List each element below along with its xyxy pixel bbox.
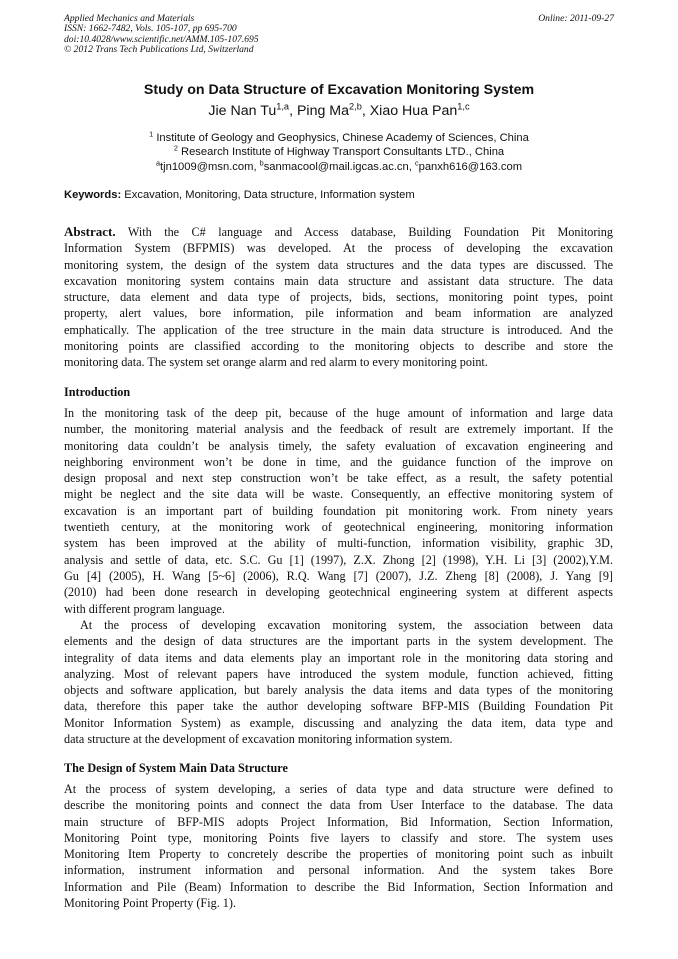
email-address: tjn1009@msn.com,	[160, 161, 260, 173]
text-line: monitoring data. The system set orange alarm and red alarm to every monitoring point.	[64, 355, 488, 370]
issn-line: ISSN: 1662-7482, Vols. 105-107, pp 695-700	[64, 23, 237, 35]
abstract	[64, 224, 613, 371]
doi-line: doi:10.4028/www.scientific.net/AMM.105-107.695	[64, 33, 259, 45]
text-line: system has been improved at the ability of multi-function, information visibility, graphic 3D,	[64, 536, 613, 551]
text-line: integrality of data items and data elements play an important role in the monitoring data storing and	[64, 650, 613, 665]
keywords-text: Excavation, Monitoring, Data structure, Information system	[121, 189, 415, 201]
text-line: analyzing. Most of relevant papers have introduced the system module, function achieved, fitting	[64, 666, 613, 681]
journal-header	[64, 14, 259, 56]
affiliation-2	[0, 145, 678, 159]
email-mark: b	[259, 158, 264, 168]
text-line: Gu [4] (2005), H. Wang [5~6] (2006), R.Q. Wang [7] (2007), J.Z. Zheng [8] (2008), J. Yang [9]	[64, 568, 613, 583]
author-name: Xiao Hua Pan	[369, 103, 458, 119]
text-line: monitoring data couldn’t be analysis timely, the safety evaluation of excavation engineering and	[64, 438, 613, 453]
text-line: monitoring points are classified according to the monitoring objects to describe and store the	[64, 339, 613, 354]
author-name: Ping Ma	[296, 103, 349, 119]
email-mark: c	[414, 158, 419, 168]
author-separator: ,	[289, 103, 297, 119]
text-line: with different program language.	[64, 601, 225, 616]
keywords	[64, 188, 415, 202]
text-line: describe the monitoring points and connect the data from User Interface to the database. The data	[64, 798, 613, 813]
paper-title: Study on Data Structure of Excavation Monitoring System	[143, 82, 535, 98]
affiliation-text: Institute of Geology and Geophysics, Chinese Academy of Sciences, China	[156, 132, 529, 144]
text-line: design proposal and next step construction won’t be take effect, as a result, the safety potential	[64, 471, 613, 486]
intro-paragraph-1	[64, 405, 613, 617]
journal-name: Applied Mechanics and Materials	[64, 13, 195, 24]
intro-paragraph-2	[64, 617, 613, 747]
email-address: panxh616@163.com	[418, 161, 523, 173]
author-separator: ,	[361, 103, 370, 119]
online-date: Online: 2011-09-27	[538, 13, 614, 24]
text-line: emphatically. The application of the tree structure in the main data structure is introduced. And the	[64, 322, 613, 337]
author-affil-mark: 2,b	[349, 101, 362, 112]
affiliation-mark: 2	[173, 143, 178, 153]
section-heading: The Design of System Main Data Structure	[64, 761, 288, 775]
copyright-line: © 2012 Trans Tech Publications Ltd, Switzerland	[64, 44, 254, 56]
text-line: property, alert values, bore information, pile information and beam information are analyzed	[64, 306, 613, 321]
text-line: analysis and settle of data, etc. S.C. Gu [1] (1997), Z.X. Zhong [2] (1998), Y.H. Li [3] (2002),Y.M.	[64, 552, 613, 567]
text-line: might be neglect and the site data will be waste. Consequently, an effective monitoring system of	[64, 487, 613, 502]
author-affil-mark: 1,a	[276, 101, 290, 112]
email-mark: a	[155, 158, 160, 168]
text-line: information, instrument information and personal information. And the system takes Bore	[64, 863, 613, 878]
text-line: Abstract. With the C# language and Access database, Building Foundation Pit Monitoring	[64, 224, 613, 239]
author-list	[0, 103, 678, 120]
text-line: (2010) had been done research in developing geotechnical engineering system at different aspects	[64, 585, 613, 600]
text-line: number, the monitoring material analysis and the feedback of result are extremely important. If the	[64, 422, 613, 437]
text-line: Monitoring Item Property to concretely describe the properties of monitoring point such as inbuilt	[64, 847, 613, 862]
text-line: twentieth century, at the monitoring work of geotechnical engineering, monitoring information	[64, 520, 613, 535]
text-line: main structure of BFP-MIS adopts Project Information, Bid Information, Section Information,	[64, 814, 613, 829]
text-line: objects and software application, but barely analysis the data items and data types of the monitoring	[64, 683, 613, 698]
text-line: monitoring system, the design of the system data structures and the data types are discussed. The	[64, 257, 613, 272]
text-line: Information and Pile (Beam) Information to describe the Bid Information, Section Information and	[64, 879, 613, 894]
text-line: At the process of system developing, a series of data type and data structure were defined to	[64, 782, 613, 796]
text-line: In the monitoring task of the deep pit, because of the huge amount of information and large data	[64, 406, 613, 420]
keywords-label: Keywords:	[64, 189, 122, 201]
text-line: Monitor Information System) as example, discussing and analyzing the data item, data type and	[64, 715, 613, 730]
design-paragraph-1	[64, 781, 613, 911]
text-line: Monitoring Point Property (Fig. 1).	[64, 896, 236, 911]
text-line: structure, data element and data type of projects, bids, sections, monitoring point types, point	[64, 290, 613, 305]
text-line: Monitoring Point type, monitoring Points five layers to classify and store. The system uses	[64, 830, 613, 845]
text-line: data structure at the development of excavation monitoring information system.	[64, 732, 453, 747]
text-line: data, therefore this paper take the author developing software BFP-MIS (Building Foundation Pit	[64, 699, 613, 714]
abstract-label: Abstract.	[64, 224, 116, 239]
affiliation-1	[0, 131, 678, 145]
affiliation-mark: 1	[149, 129, 154, 139]
text-line: excavation is an important part of building foundation pit monitoring work. From ninety years	[64, 503, 613, 518]
author-name: Jie Nan Tu	[208, 103, 277, 119]
text-line: elements and the design of data structures are the important parts in the system development. The	[64, 634, 613, 649]
author-affil-mark: 1,c	[457, 101, 470, 112]
section-heading: Introduction	[64, 385, 131, 399]
text-line: excavation monitoring system contains main data structure and assistant data structure. The data	[64, 273, 613, 288]
text-line: At the process of developing excavation monitoring system, the association between data	[80, 618, 613, 632]
email-address: sanmacool@mail.igcas.ac.cn,	[263, 161, 415, 173]
affiliation-text: Research Institute of Highway Transport Consultants LTD., China	[181, 146, 505, 158]
text-line: neighboring environment won’t be done in time, and the guidance function of the improve on	[64, 454, 613, 469]
author-emails	[0, 160, 678, 174]
text-line: Information System (BFPMIS) was developed. At the process of developing the excavation	[64, 241, 613, 256]
